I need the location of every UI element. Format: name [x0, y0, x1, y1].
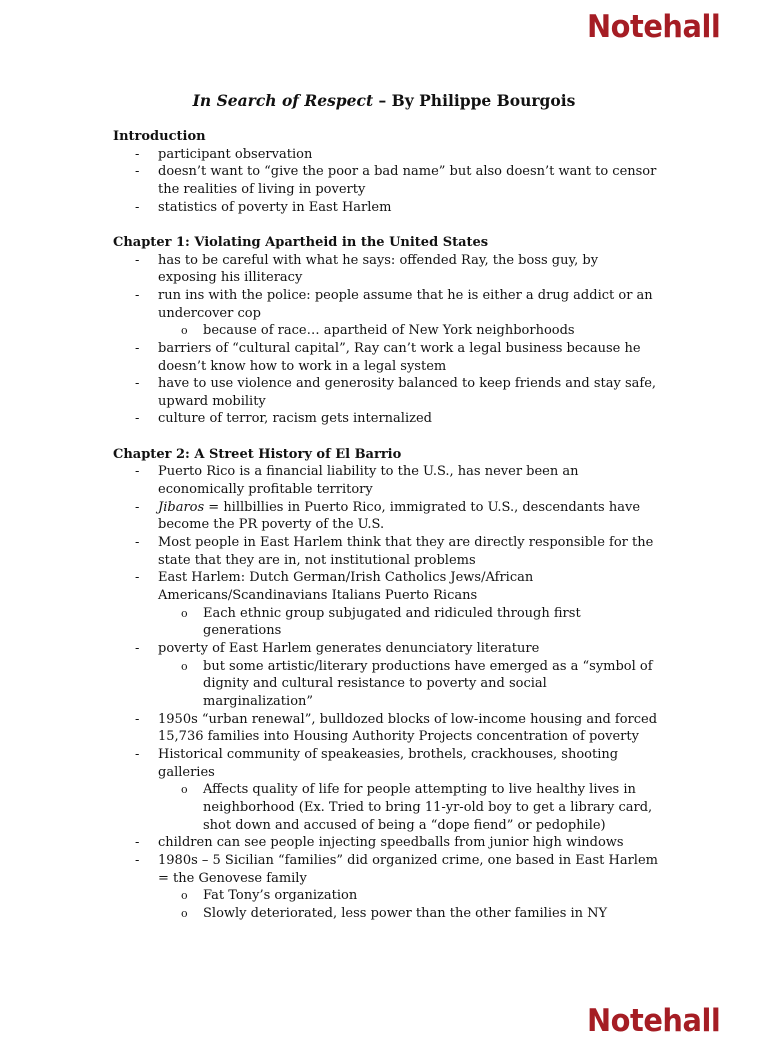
- section-chapter-1: [113, 234, 658, 428]
- document-title: [0, 91, 768, 111]
- bullet-list: [113, 463, 658, 922]
- list-item: - East Harlem: Dutch German/Irish Catholics Jews/African Americans/Scandinavians Italians Puerto Ricans: [113, 569, 658, 604]
- author-byline: – By Philippe Bourgois: [373, 91, 576, 110]
- bullet-list: [113, 146, 658, 217]
- list-item: - culture of terror, racism gets internalized: [113, 410, 658, 428]
- book-title: In Search of Respect: [192, 91, 374, 110]
- list-item: - have to use violence and generosity balanced to keep friends and stay safe, upward mobility: [113, 375, 658, 410]
- list-item: - has to be careful with what he says: offended Ray, the boss guy, by exposing his illiteracy: [113, 252, 658, 287]
- list-item: - statistics of poverty in East Harlem: [113, 199, 658, 217]
- list-item: - children can see people injecting speedballs from junior high windows: [113, 834, 658, 852]
- list-item: - 1950s “urban renewal”, bulldozed blocks of low-income housing and forced 15,736 families into Housing Authority Projects concentration of poverty: [113, 711, 658, 746]
- list-item: - Historical community of speakeasies, brothels, crackhouses, shooting galleries: [113, 746, 658, 781]
- list-item: - 1980s – 5 Sicilian “families” did organized crime, one based in East Harlem = the Genovese family: [113, 852, 658, 887]
- notehall-logo-bottom: Notehall: [587, 1003, 721, 1039]
- list-item: - doesn’t want to “give the poor a bad name” but also doesn’t want to censor the realities of living in poverty: [113, 163, 658, 198]
- sub-list-item: o but some artistic/literary productions have emerged as a “symbol of dignity and cultural resistance to poverty and social marginalization”: [113, 658, 658, 711]
- list-item: [113, 499, 658, 534]
- section-heading: Chapter 2: A Street History of El Barrio: [113, 446, 402, 462]
- sub-list-item: o Affects quality of life for people attempting to live healthy lives in neighborhood (Ex. Tried to bring 11-yr-old boy to get a library card, shot down and accused of being a “dope fiend” or pedophile): [113, 781, 658, 834]
- list-item: - barriers of “cultural capital”, Ray can’t work a legal business because he doesn’t know how to work in a legal system: [113, 340, 658, 375]
- list-item-text: = hillbillies in Puerto Rico, immigrated to U.S., descendants have become the PR poverty of the U.S.: [158, 499, 641, 533]
- notehall-logo-top: Notehall: [587, 9, 721, 45]
- section-heading: Chapter 1: Violating Apartheid in the United States: [113, 234, 489, 250]
- sub-list-item: o because of race… apartheid of New York neighborhoods: [113, 322, 658, 340]
- list-item: - run ins with the police: people assume that he is either a drug addict or an undercover cop: [113, 287, 658, 322]
- sub-list-item: o Slowly deteriorated, less power than the other families in NY: [113, 905, 658, 923]
- bullet-list: [113, 252, 658, 429]
- document-body: [113, 128, 658, 923]
- list-item: - Most people in East Harlem think that they are directly responsible for the state that they are in, not institutional problems: [113, 534, 658, 569]
- section-introduction: [113, 128, 658, 216]
- list-item: - participant observation: [113, 146, 658, 164]
- section-chapter-2: [113, 446, 658, 923]
- italic-term: Jibaros: [158, 499, 205, 515]
- list-item: - poverty of East Harlem generates denunciatory literature: [113, 640, 658, 658]
- section-heading: Introduction: [113, 129, 206, 144]
- sub-list-item: o Each ethnic group subjugated and ridiculed through first generations: [113, 605, 658, 640]
- list-item: - Puerto Rico is a financial liability to the U.S., has never been an economically profitable territory: [113, 463, 658, 498]
- sub-list-item: o Fat Tony’s organization: [113, 887, 658, 905]
